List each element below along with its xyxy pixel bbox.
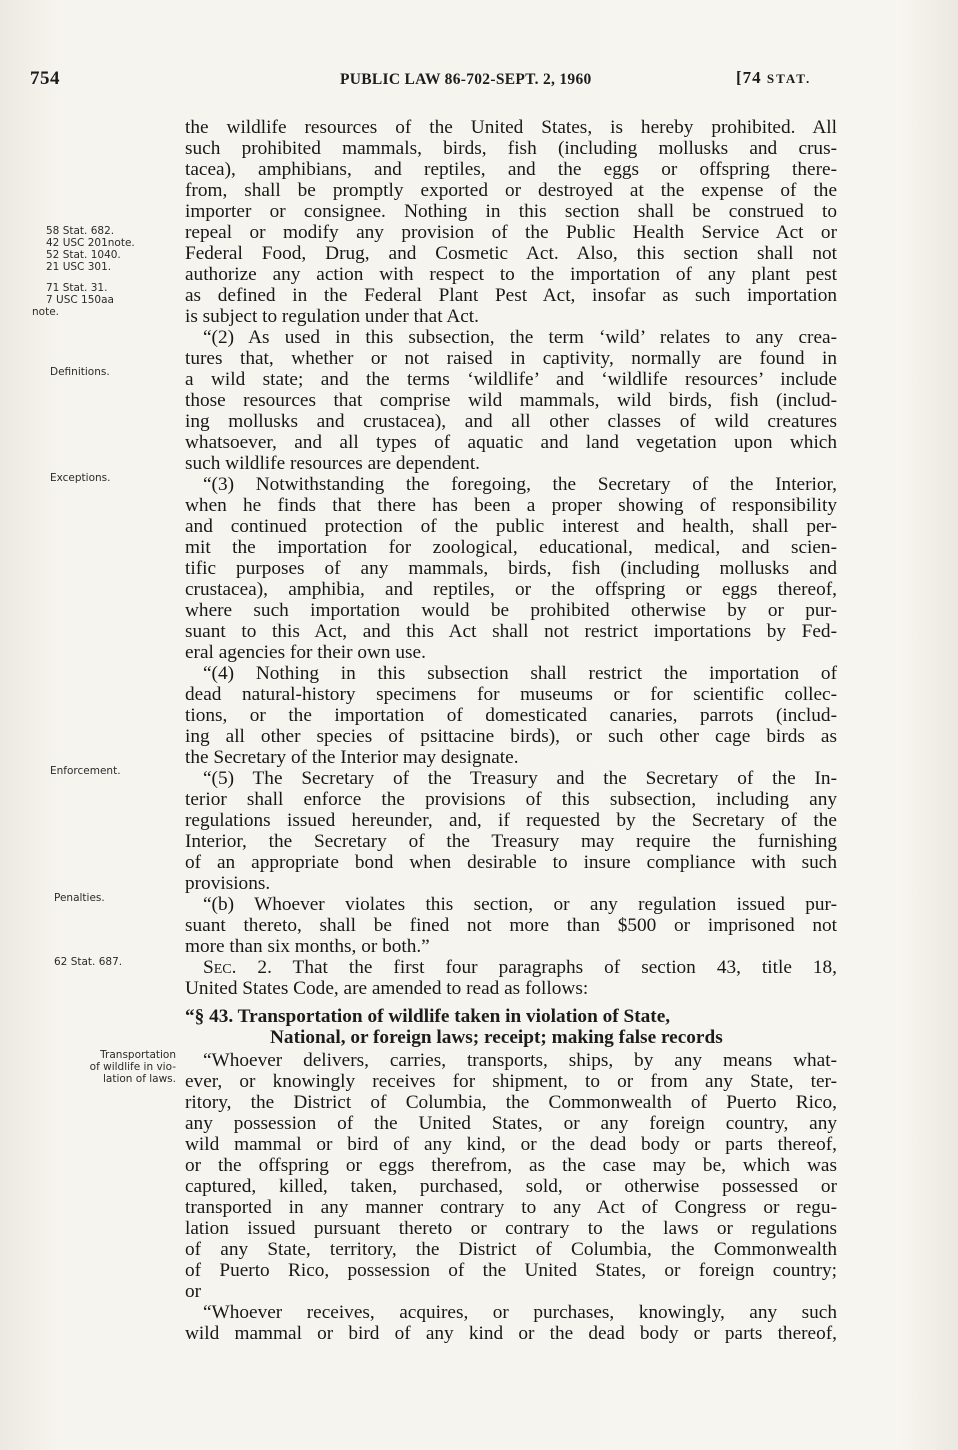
margin-note-citations: 58 Stat. 682. 42 USC 201note. 52 Stat. 1040. 21 USC 301.	[46, 225, 135, 273]
margin-note-penalties: Penalties.	[54, 892, 105, 904]
section-heading: “§ 43. Transportation of wildlife taken in violation of State, National, or foreign laws; receipt; making false records	[185, 1006, 723, 1048]
paragraph-4: “(4) Nothing in this subsection shall restrict the importation of dead natural-history specimens for museums or for scientific collec- tions, or the importation of domesticated canaries, parrots (includ- ing all other species of psittacine birds), or such other cage birds as the Secretary of the Interior may designate.	[185, 663, 837, 768]
running-title: PUBLIC LAW 86-702-SEPT. 2, 1960	[340, 71, 592, 88]
paragraph-b: “(b) Whoever violates this section, or any regulation issued pur- suant thereto, shall be fined not more than $500 or imprisoned not more than six months, or both.”	[185, 894, 837, 957]
volume-reference	[736, 68, 811, 88]
paragraph-3: “(3) Notwithstanding the foregoing, the Secretary of the Interior, when he finds that there has been a proper showing of responsibility and continued protection of the public interest and health, shall per- mit the importation for zoological, educational, medical, and scien- tific purposes of any mammals, birds, fish (including mollusks and crustacea), amphibia, and reptiles, or the offspring or eggs thereof, where such importation would be prohibited otherwise by or pur- suant to this Act, and this Act shall not restrict importations by Fed- eral agencies for their own use.	[185, 474, 837, 663]
margin-note-enforcement: Enforcement.	[50, 765, 121, 777]
volume-prefix: [74	[736, 68, 767, 87]
margin-note-citations-2: 71 Stat. 31. 7 USC 150aa note.	[32, 282, 114, 318]
paragraph-a: the wildlife resources of the United States, is hereby prohibited. All such prohibited mammals, birds, fish (including mollusks and crus- tacea), amphibians, and reptiles, and the eggs or offspring there- from, shall be promptly exported or destroyed at the expense of the importer or consignee. Nothing in this section shall be construed to repeal or modify any provision of the Public Health Service Act or Federal Food, Drug, and Cosmetic Act. Also, this section shall not authorize any action with respect to the importation of any plant pest as defined in the Federal Plant Pest Act, insofar as such importation is subject to regulation under that Act.	[185, 117, 837, 327]
section-2: Sec. 2. That the first four paragraphs of section 43, title 18, United States Code, are amended to read as follows:	[185, 957, 837, 999]
paragraph-whoever-2: “Whoever receives, acquires, or purchases, knowingly, any such wild mammal or bird of any kind or the dead body or parts thereof,	[185, 1302, 837, 1344]
section-2-line-1: Sec. 2. That the first four paragraphs of section 43, title 18,	[203, 957, 837, 978]
margin-note-transportation: Transportation of wildlife in vio- lation of laws.	[89, 1049, 176, 1085]
paragraph-2: “(2) As used in this subsection, the term ‘wild’ relates to any crea- tures that, whether or not raised in captivity, normally are found in a wild state; and the terms ‘wildlife’ and ‘wildlife resources’ include those resources that comprise wild mammals, wild birds, fish (includ- ing mollusks and crustacea), and all other classes of wild creatures whatsoever, and all types of aquatic and land vegetation upon which such wildlife resources are dependent.	[185, 327, 837, 474]
running-head	[30, 68, 840, 92]
margin-note-stat-ref: 62 Stat. 687.	[54, 956, 123, 968]
paragraph-whoever-1: “Whoever delivers, carries, transports, ships, by any means what- ever, or knowingly receives for shipment, to or from any State, ter- ritory, the District of Columbia, the Commonwealth of Puerto Rico, any possession of the United States, or any foreign country, any wild mammal or bird of any kind, or the dead body or parts thereof, or the offspring or eggs therefrom, as the case may be, which was captured, killed, taken, purchased, sold, or otherwise possessed or transported in any manner contrary to any Act of Congress or regu- lation issued pursuant thereto or contrary to the laws or regulations of any State, territory, the District of Columbia, the Commonwealth of Puerto Rico, possession of the United States, or foreign country; or	[185, 1050, 837, 1302]
page-number: 754	[30, 68, 60, 89]
margin-note-definitions: Definitions.	[50, 366, 110, 378]
volume-label: STAT.	[766, 71, 812, 86]
margin-note-exceptions: Exceptions.	[50, 472, 111, 484]
paragraph-5: “(5) The Secretary of the Treasury and the Secretary of the In- terior shall enforce the provisions of this subsection, including any regulations issued hereunder, and, if requested by the Secretary of the Interior, the Secretary of the Treasury may require the furnishing of an appropriate bond when desirable to insure compliance with such provisions.	[185, 768, 837, 894]
